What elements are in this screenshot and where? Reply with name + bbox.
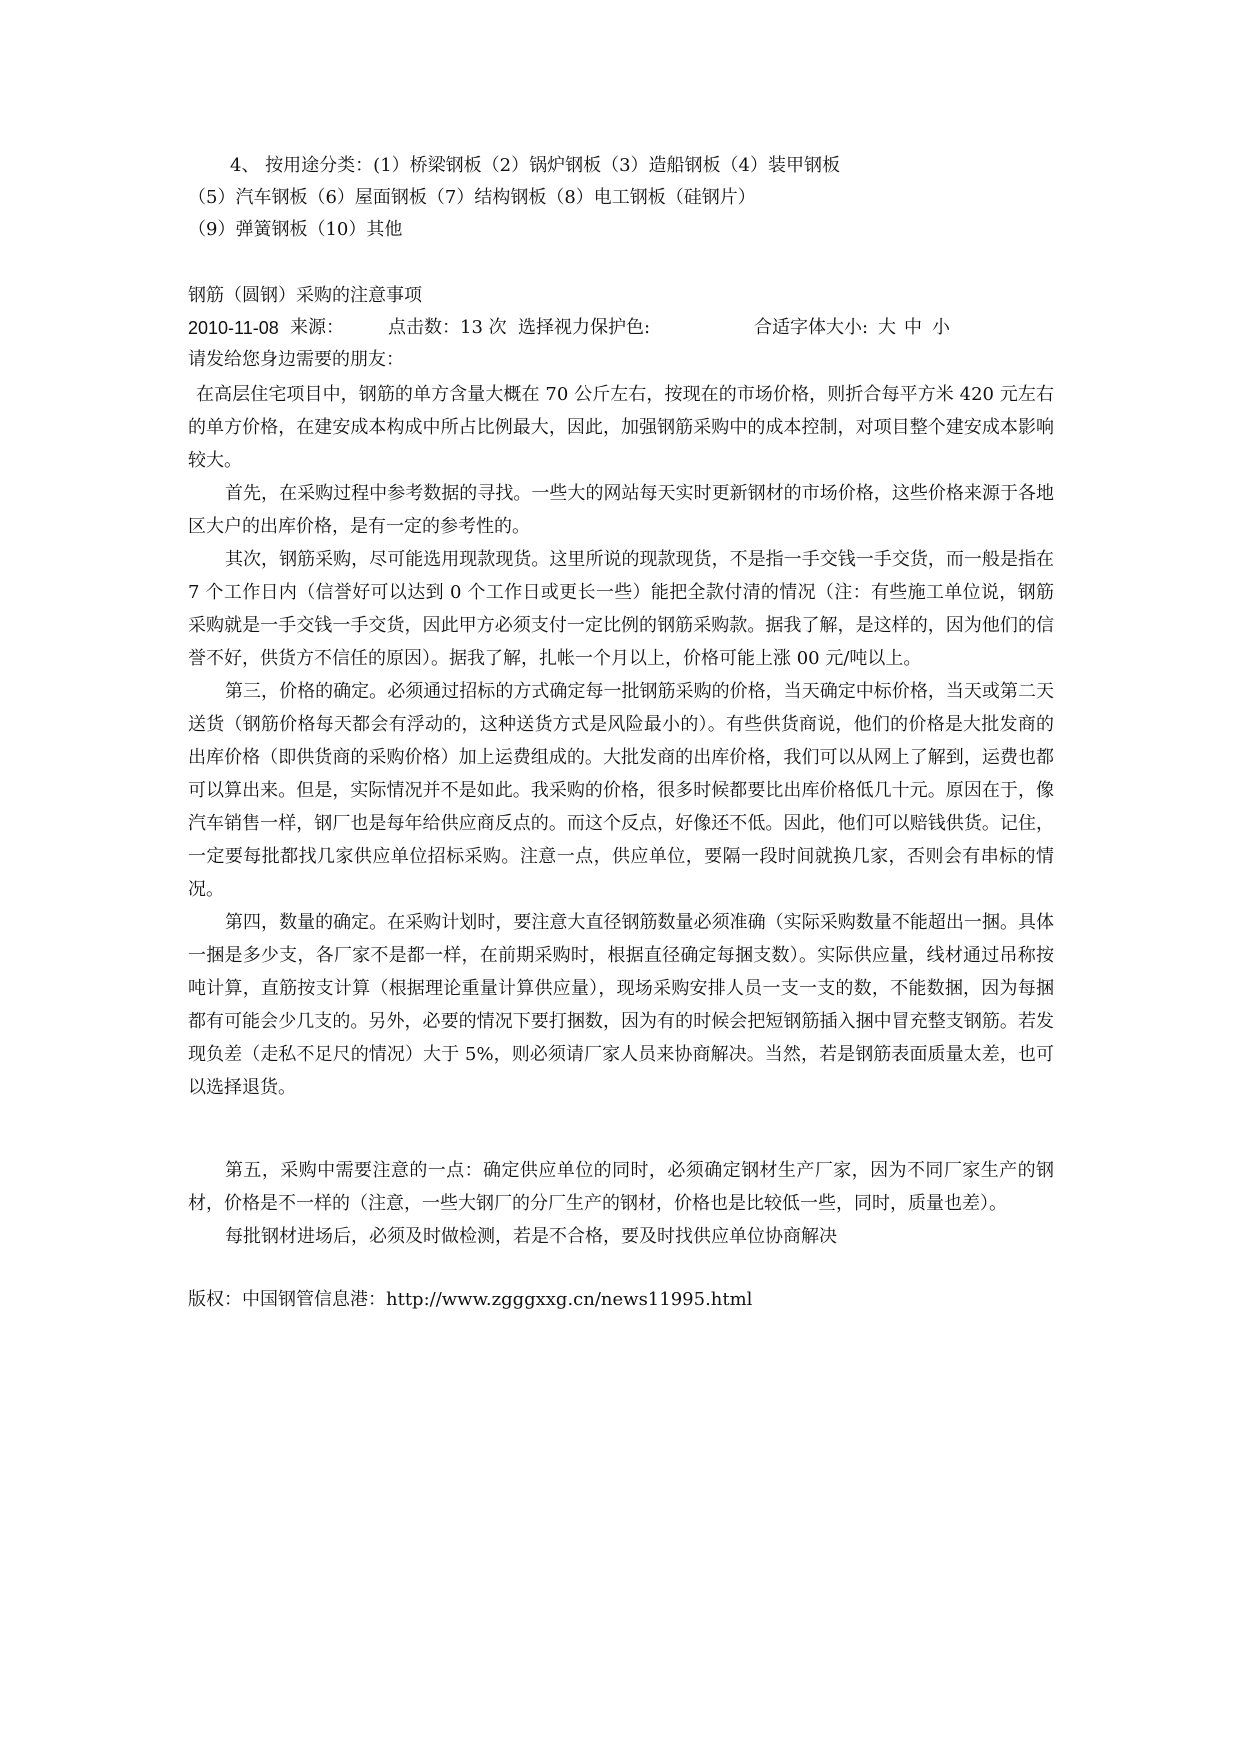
- paragraph-first: 首先，在采购过程中参考数据的寻找。一些大的网站每天实时更新钢材的市场价格，这些价格来源于各地区大户的出库价格，是有一定的参考性的。: [188, 483, 1054, 537]
- click-count: 点击数：13 次: [388, 317, 507, 338]
- usage-list-line-3: （9）弹簧钢板（10）其他: [188, 219, 403, 240]
- font-size-large-link[interactable]: 大: [878, 317, 896, 338]
- usage-list-line-2: （5）汽车钢板（6）屋面钢板（7）结构钢板（8）电工钢板（硅钢片）: [188, 187, 756, 208]
- usage-list-line-1: 4、 按用途分类：(1）桥梁钢板（2）锅炉钢板（3）造船钢板（4）装甲钢板: [230, 155, 841, 176]
- paragraph-third: 第三，价格的确定。必须通过招标的方式确定每一批钢筋采购的价格，当天确定中标价格，当天或第二天送货（钢筋价格每天都会有浮动的，这种送货方式是风险最小的）。有些供货商说，他们的价格是大批发商的出库价格（即供货商的采购价格）加上运费组成的。大批发商的出库价格，我们可以从网上了解到，运费也都可以算出来。但是，实际情况并不是如此。我采购的价格，很多时候都要比出库价格低几十元。原因在于，像汽车销售一样，钢厂也是每年给供应商反点的。而这个反点，好像还不低。因此，他们可以赔钱供货。记住，一定要每批都找几家供应单位招标采购。注意一点，供应单位，要隔一段时间就换几家，否则会有串标的情况。: [188, 681, 1054, 900]
- article-title: 钢筋（圆钢）采购的注意事项: [188, 285, 422, 306]
- font-size-label: 合适字体大小:: [754, 317, 869, 338]
- paragraph-second: 其次，钢筋采购，尽可能选用现款现货。这里所说的现款现货，不是指一手交钱一手交货，而一般是指在 7 个工作日内（信誉好可以达到 0 个工作日或更长一些）能把全款付清的情况（注：有些施工单位说，钢筋采购就是一手交钱一手交货，因此甲方必须支付一定比例的钢筋采购款。据我了解，是这样的，因为他们的信誉不好，供货方不信任的原因）。据我了解，扎帐一个月以上，价格可能上涨 00 元/吨以上。: [188, 549, 1054, 669]
- paragraph-fifth: 第五，采购中需要注意的一点：确定供应单位的同时，必须确定钢材生产厂家，因为不同厂家生产的钢材，价格是不一样的（注意，一些大钢厂的分厂生产的钢材，价格也是比较低一些，同时，质量也差）。: [188, 1160, 1054, 1214]
- source-label: 来源：: [290, 317, 344, 338]
- eye-color-label: 选择视力保护色:: [518, 317, 651, 338]
- copyright-line: 版权：中国钢管信息港：http://www.zgggxxg.cn/news11995.html: [188, 1289, 753, 1310]
- paragraph-fourth: 第四，数量的确定。在采购计划时，要注意大直径钢筋数量必须准确（实际采购数量不能超出一捆。具体一捆是多少支，各厂家不是都一样，在前期采购时，根据直径确定每捆支数）。实际供应量，线材通过吊称按吨计算，直筋按支计算（根据理论重量计算供应量），现场采购安排人员一支一支的数，不能数捆，因为每捆都有可能会少几支的。另外，必要的情况下要打捆数，因为有的时候会把短钢筋插入捆中冒充整支钢筋。若发现负差（走私不足尺的情况）大于 5%，则必须请厂家人员来协商解决。当然，若是钢筋表面质量太差，也可以选择退货。: [188, 912, 1054, 1098]
- font-size-medium-link[interactable]: 中: [904, 317, 922, 338]
- share-line: 请发给您身边需要的朋友：: [188, 349, 404, 370]
- paragraph-inspection: 每批钢材进场后，必须及时做检测，若是不合格，要及时找供应单位协商解决: [225, 1226, 837, 1247]
- paragraph-intro: 在高层住宅项目中，钢筋的单方含量大概在 70 公斤左右，按现在的市场价格，则折合每平方米 420 元左右的单方价格，在建安成本构成中所占比例最大，因此，加强钢筋采购中的成本控制，对项目整个建安成本影响较大。: [188, 384, 1054, 471]
- font-size-small-link[interactable]: 小: [932, 317, 950, 338]
- article-meta: [188, 316, 1058, 340]
- article-date: 2010-11-08: [188, 318, 279, 338]
